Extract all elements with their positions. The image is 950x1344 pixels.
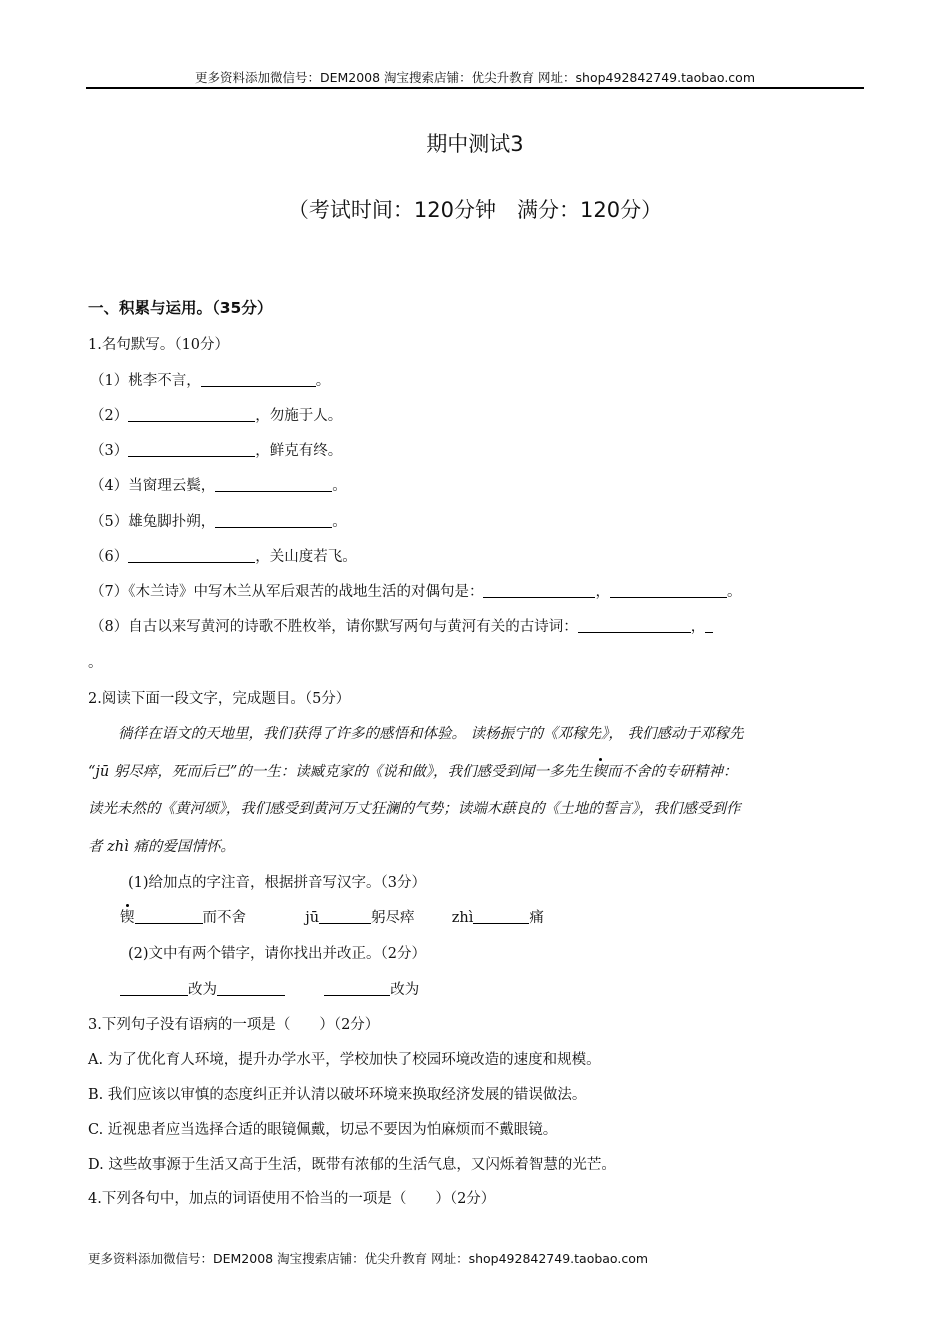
answer-blank[interactable] — [705, 618, 713, 633]
q2-pinyin-2: zhì — [451, 910, 474, 926]
q2-paragraph-line-2b: 而不舍的专研精神： — [607, 764, 738, 780]
q1-item-5-text: （5）雄兔脚扑朔， — [90, 514, 216, 530]
q2-word-3-rest: 痛 — [529, 910, 544, 926]
question-2-heading: 2.阅读下面一段文字，完成题目。（5分） — [88, 691, 351, 707]
page-header: 更多资料添加微信号：DEM2008 淘宝搜索店铺：优尖升教育 网址：shop492842749.taobao.com — [194, 70, 756, 85]
page-footer: 更多资料添加微信号：DEM2008 淘宝搜索店铺：优尖升教育 网址：shop492842749.taobao.com — [88, 1251, 649, 1266]
answer-blank[interactable] — [217, 981, 285, 996]
answer-blank[interactable] — [201, 372, 316, 387]
q1-item-6 — [90, 545, 357, 566]
q2-paragraph-line-1: 徜徉在语文的天地里，我们获得了许多的感悟和体验。 读杨振宁的《邓稼先》， 我们感动于邓稼先 — [118, 726, 744, 742]
answer-blank[interactable] — [135, 909, 203, 924]
q2-paragraph-line-2 — [88, 760, 738, 781]
q2-sub-question-2: (2)文中有两个错字，请你找出并改正。（2分） — [128, 946, 427, 962]
q1-item-1-text: （1）桃李不言， — [90, 373, 201, 389]
q1-item-6-text: （6） — [90, 549, 129, 565]
answer-blank[interactable] — [473, 909, 529, 924]
exam-subtitle: （考试时间：120分钟 满分：120分） — [287, 198, 663, 222]
q1-item-1-end: 。 — [315, 373, 331, 389]
q1-item-4-end: 。 — [332, 478, 347, 494]
q2-paragraph-line-2a: “jū 躬尽瘁，死而后已”的一生：读臧克家的《说和做》，我们感受到闻一多先生 — [88, 764, 593, 780]
q3-option-a: A. 为了优化育人环境，提升办学水平，学校加快了校园环境改造的速度和规模。 — [88, 1052, 601, 1068]
q2-pinyin-1: jū — [305, 910, 320, 926]
q1-item-5 — [90, 510, 347, 531]
answer-blank[interactable] — [483, 583, 595, 598]
q2-sub-question-1-answers — [120, 906, 544, 927]
answer-blank[interactable] — [128, 407, 255, 422]
answer-blank[interactable] — [319, 909, 371, 924]
q1-item-8 — [90, 615, 713, 636]
exam-title: 期中测试3 — [426, 132, 524, 156]
q1-item-8-text: （8）自古以来写黄河的诗歌不胜枚举，请你默写两句与黄河有关的古诗词： — [90, 619, 578, 635]
header-divider — [86, 87, 864, 89]
change-to-label: 改为 — [188, 982, 217, 998]
q2-sub-question-1: (1)给加点的字注音，根据拼音写汉字。（3分） — [128, 875, 427, 891]
q1-item-7 — [90, 580, 741, 601]
q1-item-4-text: （4）当窗理云鬓， — [90, 478, 216, 494]
q3-option-c: C. 近视患者应当选择合适的眼镜佩戴，切忌不要因为怕麻烦而不戴眼镜。 — [88, 1122, 558, 1138]
answer-blank[interactable] — [324, 981, 390, 996]
q2-paragraph-line-3: 读光未然的《黄河颂》，我们感受到黄河万丈狂澜的气势；读端木蕻良的《土地的誓言》，我们感受到作 — [88, 801, 741, 817]
q3-option-d: D. 这些故事源于生活又高于生活，既带有浓郁的生活气息，又闪烁着智慧的光芒。 — [88, 1157, 616, 1173]
q1-item-2-end: ，勿施于人。 — [255, 408, 343, 424]
answer-blank[interactable] — [128, 548, 255, 563]
q2-paragraph-line-4: 者 zhì 痛的爱国情怀。 — [88, 839, 235, 855]
q1-item-6-end: ，关山度若飞。 — [255, 549, 357, 565]
q2-word-1-rest: 而不舍 — [202, 910, 246, 926]
change-to-label: 改为 — [390, 982, 420, 998]
question-4-heading: 4.下列各句中，加点的词语使用不恰当的一项是（ ）（2分） — [88, 1191, 496, 1207]
q3-option-b: B. 我们应该以审慎的态度纠正并认清以破坏环境来换取经济发展的错误做法。 — [88, 1087, 587, 1103]
q1-item-3-end: ，鲜克有终。 — [255, 443, 343, 459]
question-1-heading: 1.名句默写。（10分） — [88, 337, 230, 353]
q1-item-3 — [90, 439, 342, 460]
q1-item-2 — [90, 404, 342, 425]
question-3-heading: 3.下列句子没有语病的一项是（ ）（2分） — [88, 1017, 380, 1033]
section-heading: 一、积累与运用。（35分） — [88, 299, 273, 317]
dotted-char: 锲 — [592, 764, 608, 780]
answer-blank[interactable] — [610, 583, 727, 598]
q1-item-8-sep: ， — [690, 619, 706, 635]
q1-item-4 — [90, 474, 347, 495]
answer-blank[interactable] — [128, 442, 255, 457]
q1-item-1 — [90, 369, 330, 390]
q1-item-5-end: 。 — [332, 514, 347, 530]
q1-item-2-text: （2） — [90, 408, 129, 424]
answer-blank[interactable] — [120, 981, 188, 996]
dotted-char: 锲 — [120, 910, 135, 926]
q1-item-7-end: 。 — [726, 584, 742, 600]
q1-item-7-sep: ， — [595, 584, 610, 600]
q1-item-8-end: 。 — [88, 655, 103, 671]
q1-item-3-text: （3） — [90, 443, 129, 459]
answer-blank[interactable] — [215, 477, 332, 492]
answer-blank[interactable] — [215, 513, 332, 528]
q1-item-7-text: （7）《木兰诗》中写木兰从军后艰苦的战地生活的对偶句是： — [90, 584, 484, 600]
q2-word-2-rest: 躬尽瘁 — [371, 910, 415, 926]
q2-sub-question-2-answers — [120, 978, 419, 999]
answer-blank[interactable] — [578, 618, 691, 633]
